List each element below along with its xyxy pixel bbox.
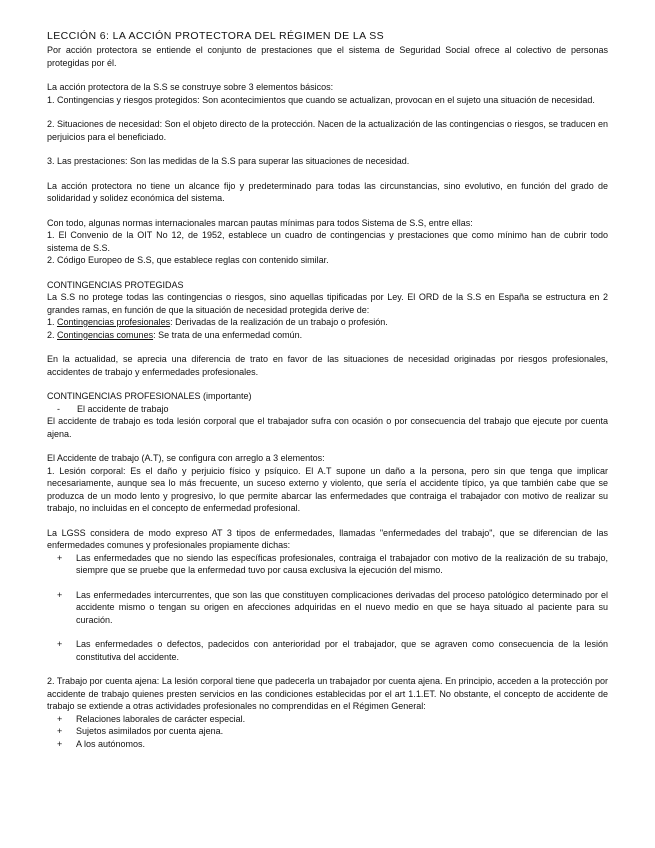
actualidad-paragraph: En la actualidad, se aprecia una diferencia de trato en favor de las situaciones de necesidad originadas por riesgos profesionales, accidentes de trabajo y enfermedades profesionales. (47, 354, 608, 377)
list-item (47, 738, 608, 751)
item-number: 1. (47, 317, 58, 327)
plus-marker: + (57, 738, 63, 749)
list-item-text: Las enfermedades que no siendo las específicas profesionales, contraiga el trabajador con motivo de la realización de su trabajo, siempre que se pruebe que la enfermedad tuvo por causa exclusiva la ejecución del mismo. (76, 552, 608, 575)
spacer (47, 341, 608, 353)
accidente-definition: El accidente de trabajo es toda lesión corporal que el trabajador sufra con ocasión o por consecuencia del trabajo que ejecute por cuenta ajena. (47, 416, 608, 439)
plus-marker: + (57, 552, 63, 563)
dash-marker: - (57, 403, 60, 414)
plus-marker: + (57, 726, 63, 736)
spacer (47, 440, 608, 452)
plus-marker: + (57, 713, 63, 724)
spacer (47, 515, 608, 527)
element-prestaciones: 3. Las prestaciones: Son las medidas de la S.S para superar las situaciones de necesidad. (47, 156, 410, 166)
spacer (47, 267, 608, 279)
item-number: 2. (47, 329, 58, 340)
at-elements-intro: El Accidente de trabajo (A.T), se configura con arreglo a 3 elementos: (47, 453, 325, 463)
lesion-corporal-paragraph: 1. Lesión corporal: Es el daño y perjuicio físico y psíquico. El A.T supone un daño a la persona, pero sin que tenga que implicar necesariamente, aunque sea lo más frecuente, un suceso externo y violento, que sería el accidente típico, ya que también cabe que se produzca de un modo lento y progresivo, lo que permite abarcar las enfermedades que contraiga el trabajador con motivo de realizar su trabajo, no incluidas en el concepto de enfermedad profesional. (47, 465, 608, 513)
lgss-intro: La LGSS considera de modo expreso AT 3 tipos de enfermedades, llamadas "enfermedades del trabajo", que se diferencian de las enfermedades comunes y profesionales propiamente dichas: (47, 527, 608, 550)
list-item (47, 713, 608, 726)
section-heading-protegidas: CONTINGENCIAS PROTEGIDAS (47, 279, 184, 290)
protegidas-item-comunes (47, 329, 608, 342)
intro-paragraph: Por acción protectora se entiende el conjunto de prestaciones que el sistema de Seguridad Social ofrece al colectivo de personas protegidas por él. (47, 45, 608, 68)
intl-item-codigo: 2. Código Europeo de S.S, que establece reglas con contenido similar. (47, 255, 329, 265)
elements-intro: La acción protectora de la S.S se construye sobre 3 elementos básicos: (47, 82, 334, 92)
intl-intro: Con todo, algunas normas internacionales marcan pautas mínimas para todos Sistema de S.S, entre ellas: (47, 217, 473, 228)
list-item (47, 589, 608, 627)
list-item-text: Sujetos asimilados por cuenta ajena. (76, 726, 224, 736)
protegidas-item-profesionales (47, 316, 608, 329)
extension-list (47, 713, 608, 751)
dash-list-item (47, 403, 608, 416)
term-profesionales: Contingencias profesionales (57, 317, 171, 327)
spacer (47, 205, 608, 217)
document-page (47, 30, 608, 750)
section-heading-profesionales: CONTINGENCIAS PROFESIONALES (importante) (47, 391, 252, 401)
intl-item-oit: 1. El Convenio de la OIT No 12, de 1952, establece un cuadro de contingencias y prestaciones que como mínimo han de cubrir todo sistema de S.S. (47, 230, 608, 253)
plus-marker: + (57, 589, 63, 600)
spacer (47, 168, 608, 180)
dash-item-text: El accidente de trabajo (77, 403, 169, 414)
element-situaciones: 2. Situaciones de necesidad: Son el objeto directo de la protección. Nacen de la actualización de las contingencias o riesgos, se traducen en perjuicios para el beneficiado. (47, 119, 608, 142)
list-item (47, 725, 608, 738)
spacer (47, 143, 608, 155)
scope-paragraph: La acción protectora no tiene un alcance fijo y predeterminado para todas las circunstancias, sino evolutivo, en función del grado de solidaridad y solidez económica del sistema. (47, 180, 608, 203)
list-item-text: Relaciones laborales de carácter especial. (76, 713, 246, 724)
list-item-text: A los autónomos. (76, 738, 146, 749)
element-contingencias: 1. Contingencias y riesgos protegidos: Son acontecimientos que cuando se actualizan, provocan en el sujeto una situación de necesidad. (47, 94, 595, 105)
spacer (47, 106, 608, 118)
list-item (47, 552, 608, 577)
item-description: : Se trata de una enfermedad común. (153, 329, 303, 340)
list-item-text: Las enfermedades o defectos, padecidos con anterioridad por el trabajador, que se agraven como consecuencia de la lesión constitutiva del accidente. (76, 639, 608, 662)
plus-marker: + (57, 639, 63, 649)
item-description: : Derivadas de la realización de un trabajo o profesión. (170, 317, 388, 327)
list-item-text: Las enfermedades intercurrentes, que son las que constituyen complicaciones derivadas del proceso patológico determinado por el accidente mismo o tengan su origen en afecciones adquiridas en el nuevo medio en que se haya situado al paciente para su curación. (76, 589, 608, 625)
spacer (47, 69, 608, 81)
page-title: LECCIÓN 6: LA ACCIÓN PROTECTORA DEL RÉGIMEN DE LA SS (47, 30, 385, 42)
spacer (47, 378, 608, 390)
protegidas-paragraph: La S.S no protege todas las contingencias o riesgos, sino aquellas tipificadas por Ley. El ORD de la S.S en España se estructura en 2 grandes ramas, en función de que la situación de necesidad protegida derive de: (47, 292, 608, 315)
spacer (47, 663, 608, 675)
list-item (47, 638, 608, 663)
enfermedades-list (47, 552, 608, 664)
term-comunes: Contingencias comunes (57, 329, 154, 340)
cuenta-ajena-paragraph: 2. Trabajo por cuenta ajena: La lesión corporal tiene que padecerla un trabajador por cuenta ajena. En principio, acceden a la protección por accidente de trabajo quienes presten servicios en las condiciones establecidas por el art 1.1.ET. No obstante, el concepto de accidente de trabajo se extiende a otras actividades profesionales no comprendidas en el Régimen General: (47, 676, 608, 711)
